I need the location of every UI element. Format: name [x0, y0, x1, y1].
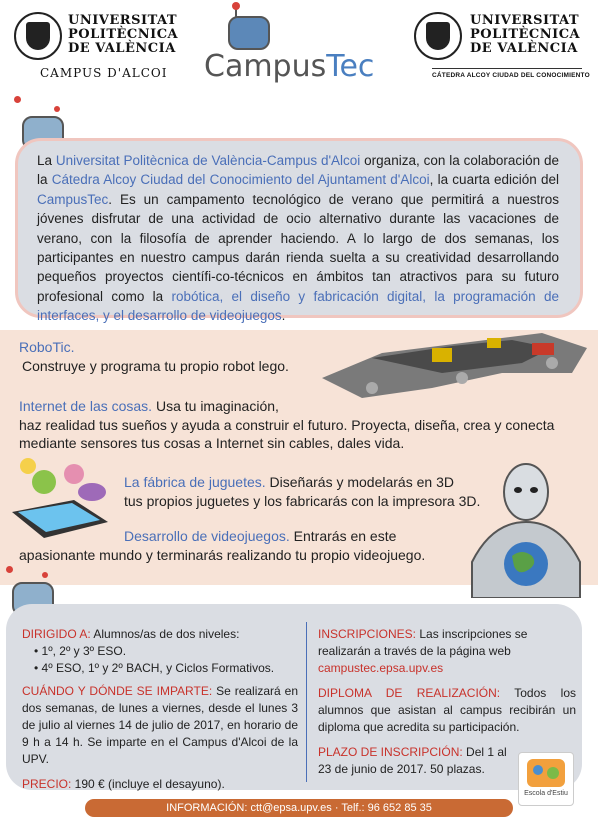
toys-text: Diseñarás y modelarás en 3D [265, 474, 454, 490]
games-text-2: apasionante mundo y terminarás realizando tu propio videojuego. [19, 547, 426, 563]
humanoid-robot-image [452, 452, 598, 598]
plazo-text: Del 1 al 23 de junio de 2017. 50 plazas. [318, 745, 507, 776]
intro-highlight: Cátedra Alcoy Ciudad del Conocimiento del Ajuntament d'Alcoi [51, 172, 430, 188]
toys-title: La fábrica de juguetes. [124, 474, 266, 490]
institution-line: DE VALÈNCIA [470, 41, 578, 56]
dirigido-label: DIRIGIDO A: [22, 627, 91, 641]
cuando-text: Se realizará en dos semanas, de lunes a viernes, desde el lunes 3 de julio al viernes 14 de julio de 2017, en horario de 9 h a 14 h. Se imparte en el Campus d'Alcoi de la UPV. [22, 684, 299, 766]
precio-text: 190 € (incluye el desayuno). [71, 777, 225, 791]
footer-contact[interactable]: ctt@epsa.upv.es · Telf.: 96 652 85 35 [247, 802, 432, 814]
institution-line: UNIVERSITAT [68, 13, 178, 28]
intro-text: La [37, 153, 56, 168]
games-title: Desarrollo de videojuegos. [124, 528, 290, 544]
contact-footer [85, 799, 513, 817]
cuando-paragraph [22, 683, 298, 768]
games-section [124, 527, 424, 545]
precio-line [22, 776, 298, 793]
intro-text: organiza, con la colaboración de la [37, 153, 559, 188]
iot-text-2: haz realidad tus sueños y ayuda a construir el futuro. Proyecta, diseña, crea y conecta mediante sensores tus cosas a Internet sin cables, dales vida. [19, 417, 555, 451]
robotic-text: Construye y programa tu propio robot lego. [22, 358, 289, 374]
diploma-label: DIPLOMA DE REALIZACIÓN: [318, 686, 501, 700]
games-text: Entrarás en este [289, 528, 397, 544]
intro-text: , la cuarta edición del [429, 172, 560, 188]
robot-mascot-icon [228, 16, 270, 50]
precio-label: PRECIO: [22, 777, 72, 791]
campustec-logo [200, 2, 400, 92]
escola-caption: Escola d'Estiu [524, 790, 568, 797]
campus-label: CAMPUS D'ALCOI [40, 66, 168, 80]
institution-line: UNIVERSITAT [470, 13, 580, 28]
institution-line: DE VALÈNCIA [68, 41, 176, 56]
info-left-column [22, 626, 298, 793]
website-link[interactable]: campustec.epsa.upv.es [318, 661, 444, 675]
intro-highlight: Universitat Politècnica de València-Campus d'Alcoi [55, 153, 361, 168]
cuando-label: CUÁNDO Y DÓNDE SE IMPARTE: [22, 684, 213, 698]
lego-robot-image [312, 318, 592, 408]
plazo-label: PLAZO DE INSCRIPCIÓN: [318, 745, 463, 759]
intro-highlight: robótica, el diseño y fabricación digital, la programación de interfaces, y el desarrollo de videojuegos [37, 288, 559, 324]
iot-title: Internet de las cosas. [19, 398, 153, 414]
iot-section [19, 397, 579, 415]
footer-label: INFORMACIÓN: [166, 802, 248, 814]
diploma-text: Todos los alumnos que asistan al campus recibirán un diploma que acredita su participación. [318, 686, 576, 734]
institution-line: POLITÈCNICA [470, 27, 581, 42]
column-divider [306, 622, 307, 782]
toys-section [124, 473, 484, 491]
brand-campus: Campus [204, 49, 327, 84]
intro-text: . Es un campamento tecnológico de verano que permitirá a nuestros jóvenes disfrutar de una actividad de ocio alternativo durante las vacaciones de verano, con la filosofía de aprender haciendo. A lo largo de dos semanas, los participantes en nuestro campus darán rienda suelta a su creatividad desarrollando pequeños proyectos científi-co-técnicos en ámbitos tan atractivos para su futuro profesional como la [37, 191, 559, 304]
institution-line: POLITÈCNICA [68, 27, 179, 42]
level-text: 1º, 2º y 3º ESO. [41, 644, 127, 658]
toys-tablet-image [4, 452, 114, 542]
upv-crest-icon [14, 12, 62, 60]
iot-text: Usa tu imaginación, [152, 398, 279, 414]
upv-crest-icon [414, 12, 462, 60]
upv-logo-left [14, 8, 179, 88]
intro-paragraph [37, 151, 559, 326]
diploma-paragraph [318, 685, 576, 736]
dirigido-text: Alumnos/as de dos niveles: [90, 627, 240, 641]
inscripciones-text: Las inscripciones se realizarán a través de la página web [318, 627, 528, 658]
level-item: • 4º ESO, 1º y 2º BACH, y Ciclos Formativos. [34, 661, 275, 675]
robotic-title: RoboTic. [19, 339, 75, 355]
toys-text-2: tus propios juguetes y los fabricarás con la impresora 3D. [124, 493, 481, 509]
escola-estiu-logo [518, 752, 574, 806]
level-item: • 1º, 2º y 3º ESO. [34, 644, 127, 658]
plazo-paragraph [318, 744, 520, 778]
inscripciones-paragraph [318, 626, 576, 660]
dirigido-line [22, 626, 298, 643]
inscripciones-label: INSCRIPCIONES: [318, 627, 417, 641]
intro-highlight: CampusTec [37, 191, 109, 207]
intro-text: . [281, 308, 286, 324]
upv-logo-right [414, 8, 589, 88]
catedra-caption: CÁTEDRA ALCOY CIUDAD DEL CONOCIMIENTO [432, 72, 590, 79]
level-text: 4º ESO, 1º y 2º BACH, y Ciclos Formativos. [41, 661, 275, 675]
brand-tec: Tec [326, 49, 375, 84]
